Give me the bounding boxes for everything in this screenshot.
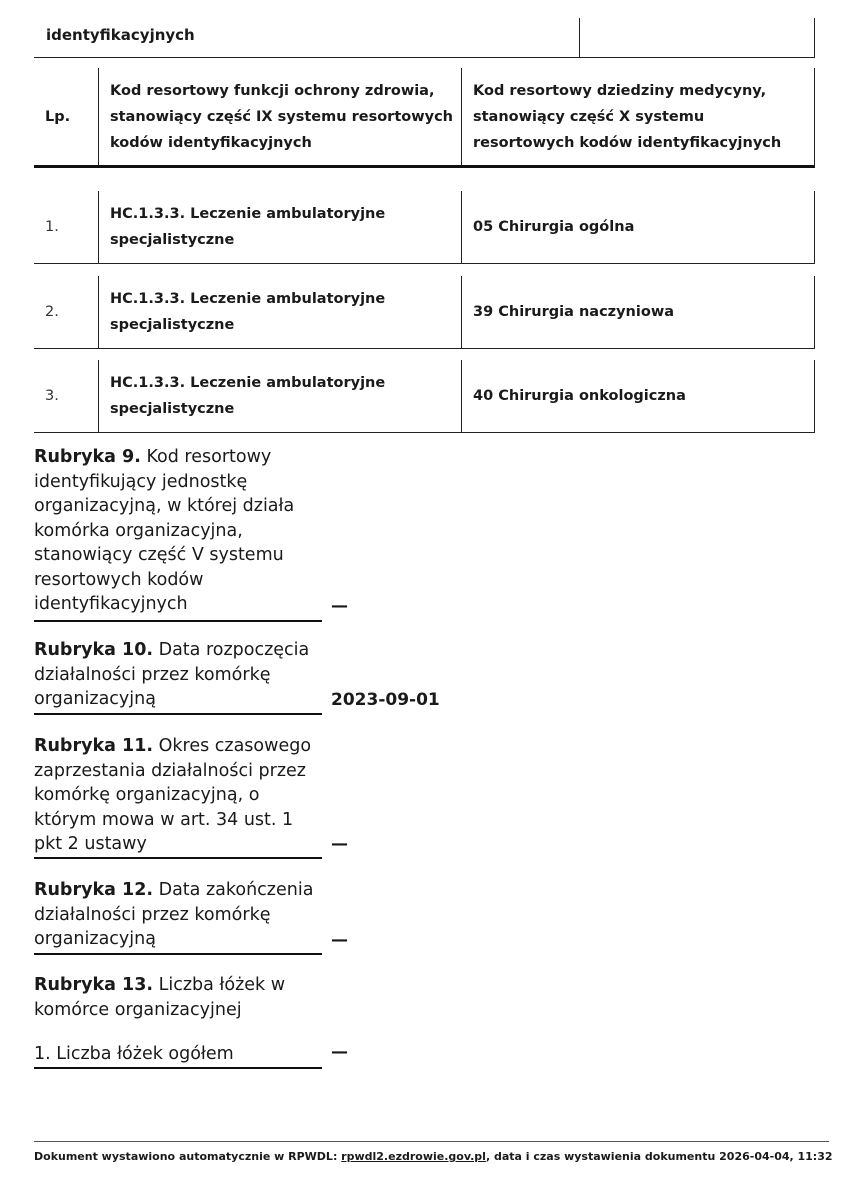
row-medical-field: 05 Chirurgia ogólna xyxy=(473,219,635,235)
table-row xyxy=(34,360,815,433)
row-function-code: HC.1.3.3. Leczenie ambulatoryjne specjalistyczne xyxy=(98,276,462,348)
rubryka-9-label xyxy=(34,445,322,617)
rubryka-11-value: — xyxy=(331,834,348,854)
row-medical-field: 39 Chirurgia naczyniowa xyxy=(473,304,674,320)
rubryka-10-label xyxy=(34,638,322,715)
sub-item-total-beds: 1. Liczba łóżek ogółem xyxy=(34,1042,322,1069)
rubryka-text: Okres czasowego zaprzestania działalności przez komórkę organizacyjną, o którym mowa w art. 34 ust. 1 pkt 2 ustawy xyxy=(34,736,312,854)
sub-item-total-beds-value: — xyxy=(331,1042,348,1062)
table-row xyxy=(34,276,815,349)
rubryka-text: Data rozpoczęcia działalności przez komórkę organizacyjną xyxy=(34,640,310,709)
rpwdl-link[interactable]: rpwdl2.ezdrowie.gov.pl xyxy=(341,1150,486,1163)
table-header-row xyxy=(34,68,815,168)
row-medical-field: 40 Chirurgia onkologiczna xyxy=(473,388,686,404)
rubryka-9-value: — xyxy=(331,596,348,616)
row-lp: 2. xyxy=(45,304,59,320)
header-medical-field-code: Kod resortowy dziedziny medycyny, stanowiący część X systemu resortowych kodów identyfikacyjnych xyxy=(473,82,782,151)
rubryka-number: Rubryka 10. xyxy=(34,640,154,660)
rubryka-number: Rubryka 9. xyxy=(34,447,141,467)
table-top-continuation-row xyxy=(34,18,815,58)
rubryka-12-label xyxy=(34,878,322,955)
footer-prefix: Dokument wystawiono automatycznie w RPWDL: xyxy=(34,1150,342,1163)
rubryka-number: Rubryka 13. xyxy=(34,975,154,995)
document-footer xyxy=(34,1150,833,1163)
rubryka-13-label xyxy=(34,973,322,1022)
rubryka-text: Liczba łóżek w komórce organizacyjnej xyxy=(34,975,286,1020)
rubryka-11-label xyxy=(34,734,322,859)
header-lp: Lp. xyxy=(45,108,71,125)
continuation-cell: identyfikacyjnych xyxy=(34,18,580,57)
row-function-code: HC.1.3.3. Leczenie ambulatoryjne specjalistyczne xyxy=(98,360,462,432)
rubryka-10-value: 2023-09-01 xyxy=(331,690,440,710)
rubryka-12-value: — xyxy=(331,930,348,950)
row-function-code: HC.1.3.3. Leczenie ambulatoryjne specjalistyczne xyxy=(98,191,462,263)
rubryka-number: Rubryka 11. xyxy=(34,736,154,756)
header-function-code: Kod resortowy funkcji ochrony zdrowia, stanowiący część IX systemu resortowych kodów identyfikacyjnych xyxy=(98,68,462,165)
row-lp: 1. xyxy=(45,219,59,235)
footer-suffix: , data i czas wystawienia dokumentu 2026-04-04, 11:32 xyxy=(485,1150,833,1163)
footer-divider xyxy=(34,1141,829,1142)
table-row xyxy=(34,191,815,264)
rubryka-number: Rubryka 12. xyxy=(34,880,154,900)
rubryka-text: Kod resortowy identyfikujący jednostkę organizacyjną, w której działa komórka organizacyjna, stanowiący część V systemu resortowych kodów identyfikacyjnych xyxy=(34,447,295,614)
row-lp: 3. xyxy=(45,388,59,404)
rubryka-text: Data zakończenia działalności przez komórkę organizacyjną xyxy=(34,880,314,949)
